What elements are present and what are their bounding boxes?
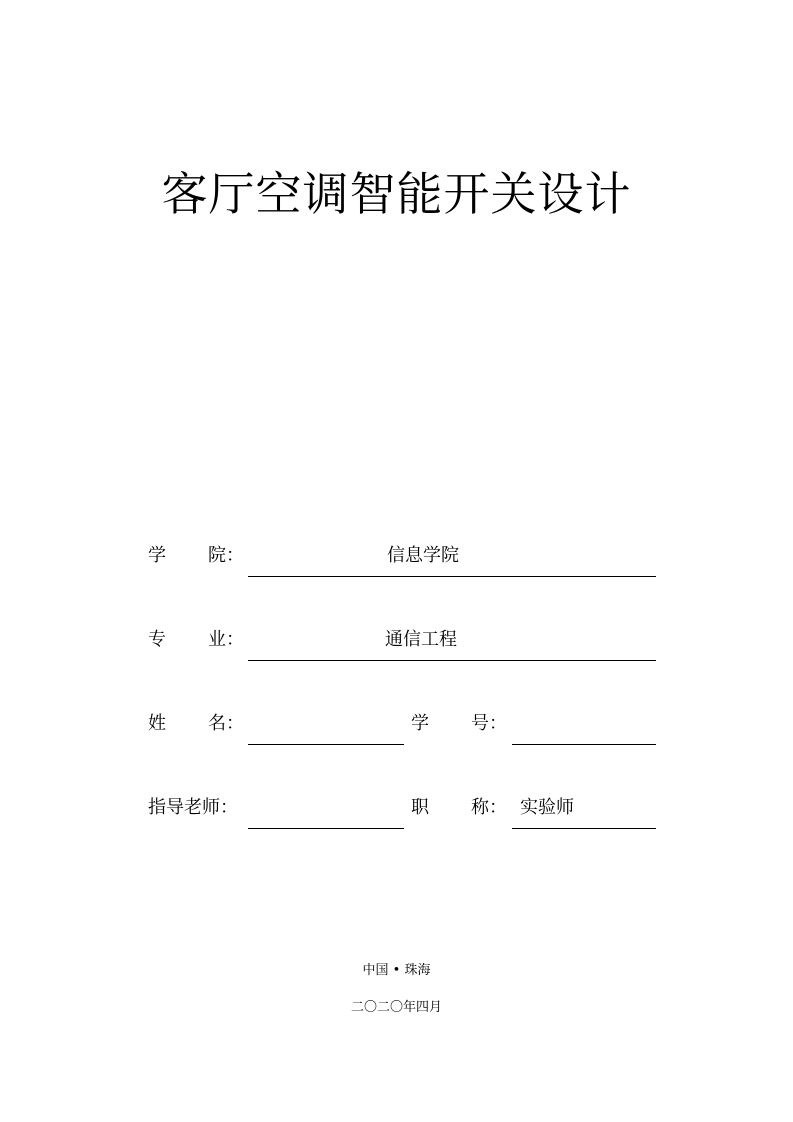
advisor-title-value: 实验师 — [520, 797, 574, 818]
major-value: 通信工程 — [385, 629, 457, 650]
footer-date: 二〇二〇年四月 — [350, 1000, 442, 1015]
major-label — [148, 628, 248, 652]
major-label-first: 专 — [148, 629, 166, 650]
name-label-last: 名： — [208, 713, 244, 734]
student-id-label-last: 号： — [471, 713, 507, 734]
student-id-label — [411, 712, 511, 736]
footer-location: 中国 • 珠海 — [362, 963, 431, 978]
major-label-last: 业： — [208, 629, 244, 650]
college-label — [148, 544, 248, 568]
name-label-first: 姓 — [148, 713, 166, 734]
document-title: 客厅空调智能开关设计 — [161, 167, 632, 221]
advisor-title-label-last: 称： — [471, 797, 507, 818]
advisor-title-label-first: 职 — [411, 797, 429, 818]
name-label — [148, 712, 248, 736]
college-label-last: 院： — [208, 545, 244, 566]
major-underline — [248, 660, 656, 661]
advisor-label: 指导老师： — [148, 797, 238, 818]
advisor-underline — [248, 828, 404, 829]
college-value: 信息学院 — [387, 545, 459, 566]
advisor-title-label — [411, 796, 511, 820]
college-underline — [248, 576, 656, 577]
student-id-label-first: 学 — [411, 713, 429, 734]
college-label-first: 学 — [148, 545, 166, 566]
name-underline — [248, 744, 404, 745]
student-id-underline — [512, 744, 656, 745]
advisor-title-underline — [512, 828, 656, 829]
